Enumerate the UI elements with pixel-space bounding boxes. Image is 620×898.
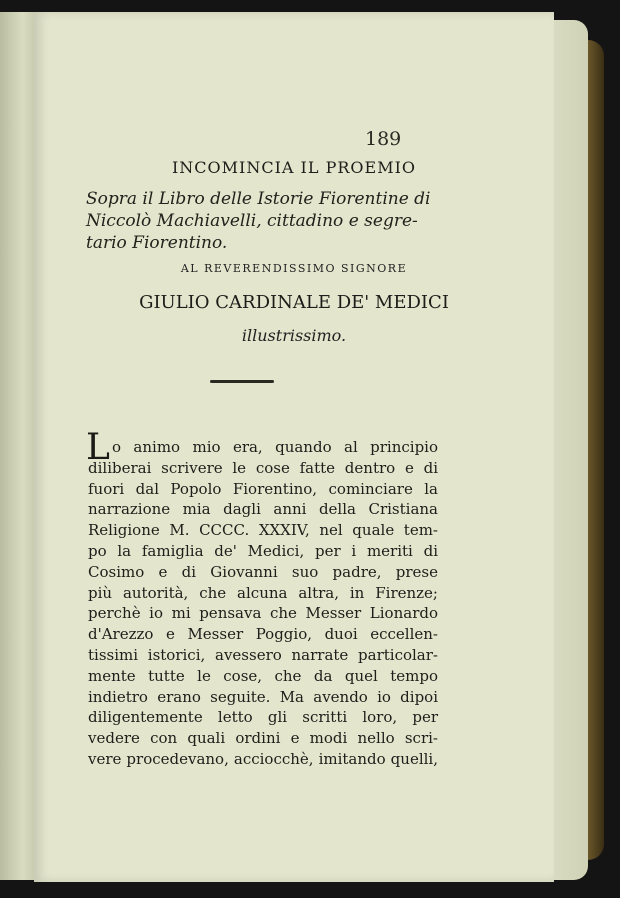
body-line: tissimi istorici, avessero narrate particolar- (88, 645, 438, 664)
book-spine-left-page (0, 12, 38, 880)
body-line: po la famiglia de' Medici, per i meriti di (88, 541, 438, 560)
body-line: diligentemente letto gli scritti loro, per (88, 708, 438, 727)
body-line: d'Arezzo e Messer Poggio, duoi eccellen- (88, 625, 438, 644)
body-text (88, 437, 438, 770)
body-line: vere procedevano, acciocchè, imitando quelli, (88, 749, 438, 768)
addressee-name: GIULIO CARDINALE DE' MEDICI (139, 292, 449, 313)
ornamental-rule (210, 380, 274, 383)
body-line: Religione M. CCCC. XXXIV, nel quale tem- (88, 521, 438, 540)
dedication-line: AL REVERENDISSIMO SIGNORE (180, 262, 408, 275)
body-line: o animo mio era, quando al principio (112, 438, 438, 456)
body-line: indietro erano seguite. Ma avendo io dipoi (88, 687, 438, 706)
drop-cap: L (86, 427, 110, 468)
page-number: 189 (365, 128, 402, 150)
subtitle-line-1: Sopra il Libro delle Istorie Fiorentine di (86, 189, 431, 209)
body-line: diliberai scrivere le cose fatte dentro e di (88, 458, 438, 477)
book-page (34, 12, 554, 882)
subtitle-line-3: tario Fiorentino. (86, 233, 228, 253)
body-line: Cosimo e di Giovanni suo padre, prese (88, 562, 438, 581)
subtitle-line-2: Niccolò Machiavelli, cittadino e segre- (86, 211, 418, 231)
body-line: mente tutte le cose, che da quel tempo (88, 666, 438, 685)
chapter-heading: INCOMINCIA IL PROEMIO (171, 158, 417, 177)
body-line: fuori dal Popolo Fiorentino, cominciare la (88, 479, 438, 498)
body-line: perchè io mi pensava che Messer Lionardo (88, 604, 438, 623)
body-line: più autorità, che alcuna altra, in Firenze; (88, 583, 438, 602)
body-line: vedere con quali ordini e modi nello scri- (88, 729, 438, 748)
addressee-epithet: illustrissimo. (241, 326, 347, 345)
body-line: narrazione mia dagli anni della Cristiana (88, 500, 438, 519)
